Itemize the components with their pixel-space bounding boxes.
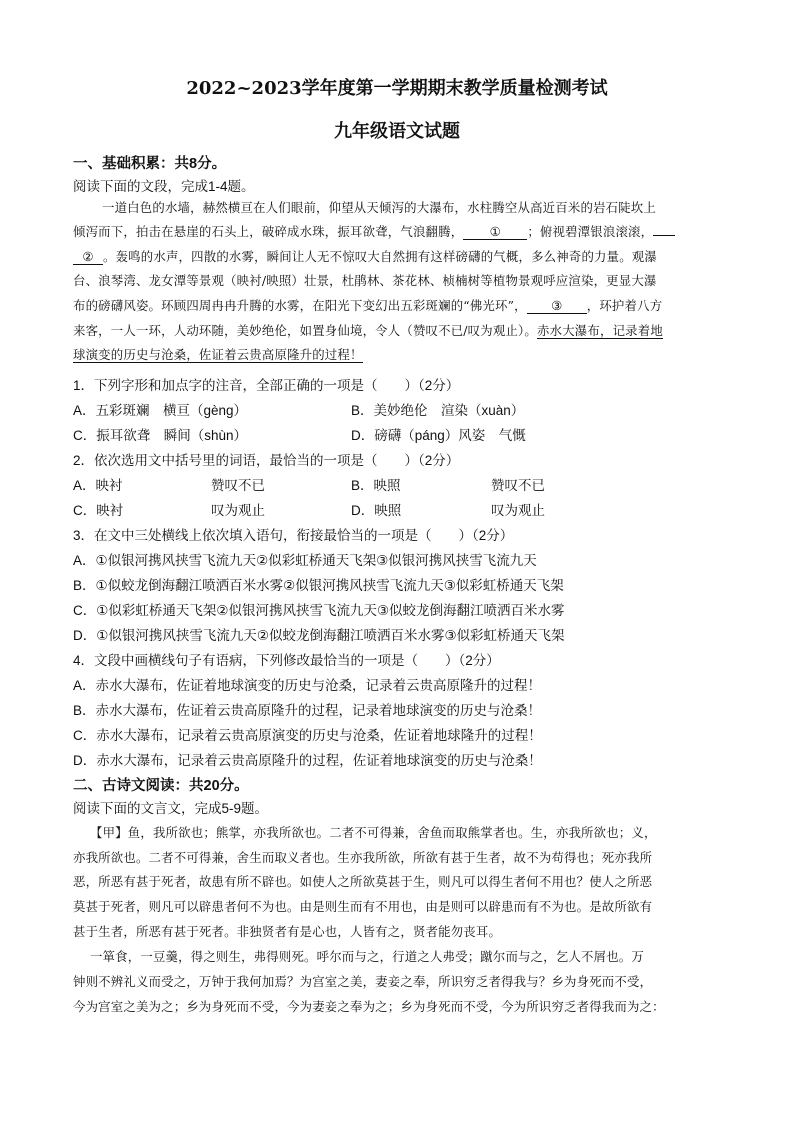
q2-option-d[interactable]: D．映照	[351, 503, 402, 518]
passage-line-2-text: 倾泻而下，拍击在悬崖的石头上，破碎成水珠，振耳欲聋，气浪翻腾，	[73, 224, 464, 239]
section2-heading: 二、古诗文阅读：共20分。	[73, 778, 249, 794]
blank-3: ③	[527, 299, 587, 314]
passage-line-2	[73, 222, 675, 240]
classical-text-line-6: 一箪食，一豆羹，得之则生，弗得则死。呼尔而与之，行道之人弗受；蹴尔而与之，乞人不屑也。万	[90, 949, 644, 964]
question-1-stem: 1．下列字形和加点字的注音，全部正确的一项是（ ）（2分）	[73, 378, 460, 393]
section1-heading: 一、基础积累：共8分。	[73, 156, 227, 172]
page-title: 2022~2023学年度第一学期期末教学质量检测考试	[186, 78, 608, 99]
classical-text-line-8: 今为宫室之美为之；乡为身死而不受，今为妻妾之奉为之；乡为身死而不受，今为所识穷乏者得我而为之：	[73, 999, 665, 1014]
passage-line-7	[73, 345, 363, 363]
q3-option-d[interactable]: D．①似银河携风挟雪飞流九天②似蛟龙倒海翻江喷洒百米水雾③似彩虹桥通天飞架	[73, 628, 565, 643]
passage-line-5	[73, 296, 662, 314]
q2-option-b-word: 赞叹不已	[491, 478, 545, 493]
q1-option-b[interactable]: B．美妙绝伦 渲染（xuàn）	[351, 403, 525, 418]
section1-instruction: 阅读下面的文段，完成1-4题。	[73, 179, 255, 194]
section2-instruction: 阅读下面的文言文，完成5-9题。	[73, 801, 269, 816]
classical-text-line-2: 亦我所欲也。二者不可得兼，舍生而取义者也。生亦我所欲，所欲有甚于生者，故不为苟得也；死亦我所	[73, 850, 653, 865]
question-3-stem: 3．在文中三处横线上依次填入语句，衔接最恰当的一项是（ ）（2分）	[73, 528, 514, 543]
classical-text-line-4: 莫甚于死者，则凡可以辟患者何不为也。由是则生而有不用也，由是则可以辟患而有不为也。是故所欲有	[73, 899, 653, 914]
passage-line-3	[73, 247, 657, 265]
q4-option-c[interactable]: C．赤水大瀑布，记录着云贵高原演变的历史与沧桑，佐证着地球隆升的过程！	[73, 728, 542, 743]
classical-text-line-7: 钟则不辨礼义而受之，万钟于我何加焉？为宫室之美，妻妾之奉，所识穷乏者得我与？乡为身死而不受，	[73, 974, 653, 989]
blank-1: ①	[463, 225, 527, 240]
classical-text-line-1: 【甲】鱼，我所欲也；熊掌，亦我所欲也。二者不可得兼，舍鱼而取熊掌者也。生，亦我所欲也；义，	[90, 825, 657, 840]
q4-option-a[interactable]: A．赤水大瀑布，佐证着地球演变的历史与沧桑，记录着云贵高原隆升的过程！	[73, 678, 542, 693]
passage-line-4: 台、浪琴湾、龙女潭等景观（映衬/映照）壮景，杜鹃林、茶花林、桢楠树等植物景观呼应渲染，更显大瀑	[73, 273, 657, 288]
q4-option-d[interactable]: D．赤水大瀑布，记录着云贵高原隆升的过程，佐证着地球演变的历史与沧桑！	[73, 753, 542, 768]
passage-line-6	[73, 321, 663, 339]
q2-option-c[interactable]: C．映衬	[73, 503, 124, 518]
q2-option-d-word: 叹为观止	[491, 503, 545, 518]
question-4-stem: 4．文段中画横线句子有语病，下列修改最恰当的一项是（ ）（2分）	[73, 653, 500, 668]
page-subtitle: 九年级语文试题	[334, 121, 460, 142]
q2-option-c-word: 叹为观止	[211, 503, 265, 518]
q2-option-a[interactable]: A．映衬	[73, 478, 123, 493]
underlined-sentence-start: 赤水大瀑布，记录着地	[537, 323, 663, 338]
passage-line-5-text: 布的磅礴风姿。环顾四周冉冉升腾的水雾，在阳光下变幻出五彩斑斓的“佛光环”，	[73, 298, 527, 313]
passage-line-2-tail: ；俯视碧潭银浪滚滚，	[527, 224, 654, 239]
underlined-sentence-end: 球演变的历史与沧桑，佐证着云贵高原隆升的过程！	[73, 347, 363, 362]
q4-option-b[interactable]: B．赤水大瀑布，佐证着云贵高原隆升的过程，记录着地球演变的历史与沧桑！	[73, 703, 542, 718]
classical-text-line-3: 恶，所恶有甚于死者，故患有所不辟也。如使人之所欲莫甚于生，则凡可以得生者何不用也？使人之所恶	[73, 874, 653, 889]
q3-option-a[interactable]: A．①似银河携风挟雪飞流九天②似彩虹桥通天飞架③似银河携风挟雪飞流九天	[73, 553, 537, 568]
passage-line-3-text: 。轰鸣的水声，四散的水雾，瞬间让人无不惊叹大自然拥有这样磅礴的气概，多么神奇的力量。观瀑	[103, 249, 657, 264]
blank-2-start	[653, 235, 675, 236]
q1-option-a[interactable]: A．五彩斑斓 横亘（gèng）	[73, 403, 248, 418]
passage-line-5-tail: ，环护着八方	[586, 298, 663, 313]
question-2-stem: 2．依次选用文中括号里的词语，最恰当的一项是（ ）（2分）	[73, 453, 460, 468]
blank-2: ②	[73, 250, 103, 265]
q3-option-b[interactable]: B．①似蛟龙倒海翻江喷洒百米水雾②似银河携风挟雪飞流九天③似彩虹桥通天飞架	[73, 578, 564, 593]
q3-option-c[interactable]: C．①似彩虹桥通天飞架②似银河携风挟雪飞流九天③似蛟龙倒海翻江喷洒百米水雾	[73, 603, 565, 618]
classical-text-line-5: 甚于生者，所恶有甚于死者。非独贤者有是心也，人皆有之，贤者能勿丧耳。	[73, 924, 502, 939]
q1-option-d[interactable]: D．磅礴（páng）风姿 气慨	[351, 428, 526, 443]
passage-line-6-text: 来客，一人一环，人动环随，美妙绝伦，如置身仙境，令人（赞叹不已/叹为观止）。	[73, 323, 538, 338]
q2-option-a-word: 赞叹不已	[211, 478, 265, 493]
q1-option-c[interactable]: C．振耳欲聋 瞬间（shùn）	[73, 428, 248, 443]
q2-option-b[interactable]: B．映照	[351, 478, 401, 493]
passage-line-1: 一道白色的水墙，赫然横亘在人们眼前，仰望从天倾泻的大瀑布，水柱腾空从高近百米的岩石陡坎上	[102, 200, 656, 215]
